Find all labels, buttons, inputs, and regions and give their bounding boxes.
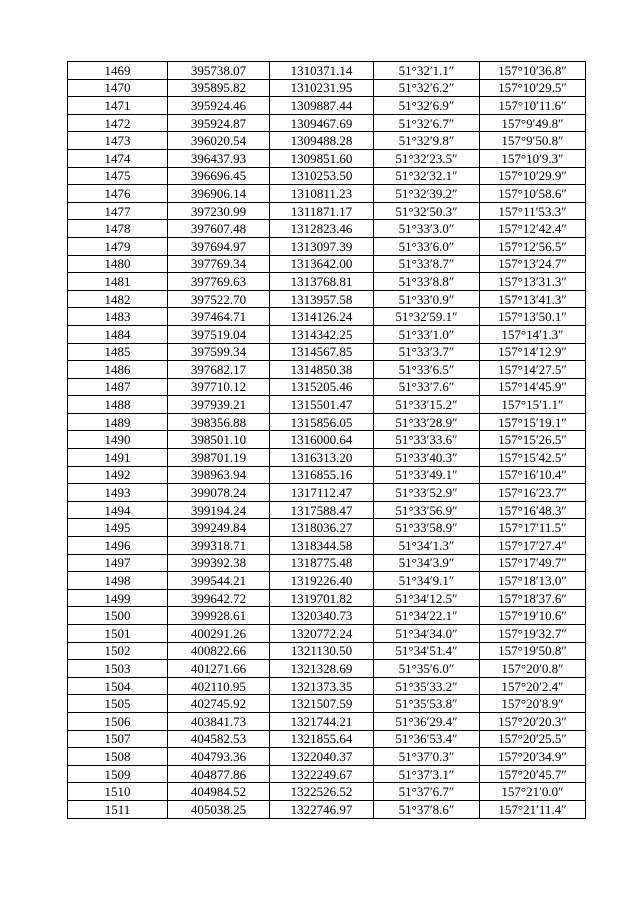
longitude-cell: 157°14′45.9″	[480, 378, 586, 396]
table-row	[68, 255, 586, 273]
longitude-cell: 157°19′32.7″	[480, 625, 586, 643]
y-coordinate-cell: 1322746.97	[270, 800, 374, 818]
latitude-cell: 51°32′59.1″	[374, 308, 480, 326]
longitude-cell: 157°13′31.3″	[480, 273, 586, 291]
longitude-cell: 157°16′10.4″	[480, 466, 586, 484]
x-coordinate-cell: 398701.19	[168, 449, 270, 467]
latitude-cell: 51°32′6.7″	[374, 114, 480, 132]
latitude-cell: 51°34′34.0″	[374, 625, 480, 643]
longitude-cell: 157°10′58.6″	[480, 185, 586, 203]
y-coordinate-cell: 1319226.40	[270, 572, 374, 590]
latitude-cell: 51°34′9.1″	[374, 572, 480, 590]
x-coordinate-cell: 400291.26	[168, 625, 270, 643]
point-number-cell: 1487	[68, 378, 168, 396]
y-coordinate-cell: 1313097.39	[270, 237, 374, 255]
longitude-cell: 157°20′2.4″	[480, 677, 586, 695]
latitude-cell: 51°33′6.0″	[374, 237, 480, 255]
latitude-cell: 51°32′32.1″	[374, 167, 480, 185]
longitude-cell: 157°12′42.4″	[480, 220, 586, 238]
latitude-cell: 51°33′56.9″	[374, 501, 480, 519]
point-number-cell: 1476	[68, 185, 168, 203]
table-row	[68, 748, 586, 766]
y-coordinate-cell: 1315501.47	[270, 396, 374, 414]
table-row	[68, 220, 586, 238]
longitude-cell: 157°20′8.9″	[480, 695, 586, 713]
x-coordinate-cell: 399194.24	[168, 501, 270, 519]
table-row	[68, 308, 586, 326]
x-coordinate-cell: 399928.61	[168, 607, 270, 625]
y-coordinate-cell: 1321507.59	[270, 695, 374, 713]
table-row	[68, 413, 586, 431]
point-number-cell: 1490	[68, 431, 168, 449]
longitude-cell: 157°10′36.8″	[480, 62, 586, 80]
table-row	[68, 62, 586, 80]
y-coordinate-cell: 1317112.47	[270, 484, 374, 502]
table-row	[68, 378, 586, 396]
table-row	[68, 554, 586, 572]
latitude-cell: 51°33′8.7″	[374, 255, 480, 273]
longitude-cell: 157°9′49.8″	[480, 114, 586, 132]
y-coordinate-cell: 1311871.17	[270, 202, 374, 220]
x-coordinate-cell: 395924.87	[168, 114, 270, 132]
table-row	[68, 290, 586, 308]
point-number-cell: 1506	[68, 712, 168, 730]
x-coordinate-cell: 403841.73	[168, 712, 270, 730]
latitude-cell: 51°33′0.9″	[374, 290, 480, 308]
x-coordinate-cell: 397769.34	[168, 255, 270, 273]
x-coordinate-cell: 396437.93	[168, 149, 270, 167]
longitude-cell: 157°15′26.5″	[480, 431, 586, 449]
x-coordinate-cell: 399318.71	[168, 537, 270, 555]
longitude-cell: 157°9′50.8″	[480, 132, 586, 150]
longitude-cell: 157°14′1.3″	[480, 325, 586, 343]
point-number-cell: 1505	[68, 695, 168, 713]
x-coordinate-cell: 395924.46	[168, 97, 270, 115]
latitude-cell: 51°37′6.7″	[374, 783, 480, 801]
longitude-cell: 157°15′42.5″	[480, 449, 586, 467]
longitude-cell: 157°14′12.9″	[480, 343, 586, 361]
y-coordinate-cell: 1309887.44	[270, 97, 374, 115]
point-number-cell: 1473	[68, 132, 168, 150]
y-coordinate-cell: 1309467.69	[270, 114, 374, 132]
y-coordinate-cell: 1310811.23	[270, 185, 374, 203]
longitude-cell: 157°16′23.7″	[480, 484, 586, 502]
latitude-cell: 51°37′8.6″	[374, 800, 480, 818]
table-row	[68, 660, 586, 678]
y-coordinate-cell: 1321744.21	[270, 712, 374, 730]
latitude-cell: 51°33′28.9″	[374, 413, 480, 431]
point-number-cell: 1469	[68, 62, 168, 80]
point-number-cell: 1493	[68, 484, 168, 502]
x-coordinate-cell: 397710.12	[168, 378, 270, 396]
point-number-cell: 1504	[68, 677, 168, 695]
table-row	[68, 449, 586, 467]
longitude-cell: 157°21′11.4″	[480, 800, 586, 818]
coordinates-table	[67, 61, 586, 819]
point-number-cell: 1477	[68, 202, 168, 220]
table-row	[68, 237, 586, 255]
point-number-cell: 1479	[68, 237, 168, 255]
y-coordinate-cell: 1314126.24	[270, 308, 374, 326]
point-number-cell: 1497	[68, 554, 168, 572]
latitude-cell: 51°33′40.3″	[374, 449, 480, 467]
table-row	[68, 396, 586, 414]
point-number-cell: 1495	[68, 519, 168, 537]
table-row	[68, 273, 586, 291]
y-coordinate-cell: 1316000.64	[270, 431, 374, 449]
longitude-cell: 157°10′29.5″	[480, 79, 586, 97]
latitude-cell: 51°36′29.4″	[374, 712, 480, 730]
table-row	[68, 325, 586, 343]
table-row	[68, 97, 586, 115]
table-row	[68, 431, 586, 449]
table-row	[68, 642, 586, 660]
coordinates-table-body	[68, 62, 586, 819]
y-coordinate-cell: 1316313.20	[270, 449, 374, 467]
latitude-cell: 51°32′23.5″	[374, 149, 480, 167]
x-coordinate-cell: 397769.63	[168, 273, 270, 291]
x-coordinate-cell: 397682.17	[168, 361, 270, 379]
point-number-cell: 1508	[68, 748, 168, 766]
y-coordinate-cell: 1320340.73	[270, 607, 374, 625]
latitude-cell: 51°35′53.8″	[374, 695, 480, 713]
point-number-cell: 1475	[68, 167, 168, 185]
point-number-cell: 1494	[68, 501, 168, 519]
y-coordinate-cell: 1322526.52	[270, 783, 374, 801]
point-number-cell: 1489	[68, 413, 168, 431]
latitude-cell: 51°33′3.7″	[374, 343, 480, 361]
y-coordinate-cell: 1314342.25	[270, 325, 374, 343]
latitude-cell: 51°33′15.2″	[374, 396, 480, 414]
longitude-cell: 157°13′50.1″	[480, 308, 586, 326]
longitude-cell: 157°20′20.3″	[480, 712, 586, 730]
x-coordinate-cell: 399642.72	[168, 589, 270, 607]
x-coordinate-cell: 397464.71	[168, 308, 270, 326]
x-coordinate-cell: 399078.24	[168, 484, 270, 502]
latitude-cell: 51°33′3.0″	[374, 220, 480, 238]
latitude-cell: 51°32′50.3″	[374, 202, 480, 220]
table-row	[68, 167, 586, 185]
point-number-cell: 1471	[68, 97, 168, 115]
table-row	[68, 466, 586, 484]
x-coordinate-cell: 398501.10	[168, 431, 270, 449]
y-coordinate-cell: 1310371.14	[270, 62, 374, 80]
x-coordinate-cell: 405038.25	[168, 800, 270, 818]
point-number-cell: 1503	[68, 660, 168, 678]
point-number-cell: 1492	[68, 466, 168, 484]
y-coordinate-cell: 1316855.16	[270, 466, 374, 484]
longitude-cell: 157°10′11.6″	[480, 97, 586, 115]
x-coordinate-cell: 402110.95	[168, 677, 270, 695]
latitude-cell: 51°33′8.8″	[374, 273, 480, 291]
x-coordinate-cell: 396696.45	[168, 167, 270, 185]
y-coordinate-cell: 1318036.27	[270, 519, 374, 537]
x-coordinate-cell: 397607.48	[168, 220, 270, 238]
latitude-cell: 51°35′33.2″	[374, 677, 480, 695]
y-coordinate-cell: 1314567.85	[270, 343, 374, 361]
point-number-cell: 1511	[68, 800, 168, 818]
x-coordinate-cell: 396906.14	[168, 185, 270, 203]
latitude-cell: 51°34′51.4″	[374, 642, 480, 660]
table-row	[68, 361, 586, 379]
y-coordinate-cell: 1317588.47	[270, 501, 374, 519]
table-row	[68, 202, 586, 220]
point-number-cell: 1474	[68, 149, 168, 167]
longitude-cell: 157°15′1.1″	[480, 396, 586, 414]
x-coordinate-cell: 396020.54	[168, 132, 270, 150]
table-row	[68, 132, 586, 150]
y-coordinate-cell: 1313957.58	[270, 290, 374, 308]
latitude-cell: 51°34′1.3″	[374, 537, 480, 555]
x-coordinate-cell: 397599.34	[168, 343, 270, 361]
latitude-cell: 51°34′22.1″	[374, 607, 480, 625]
point-number-cell: 1482	[68, 290, 168, 308]
x-coordinate-cell: 404877.86	[168, 765, 270, 783]
y-coordinate-cell: 1315205.46	[270, 378, 374, 396]
x-coordinate-cell: 395895.82	[168, 79, 270, 97]
y-coordinate-cell: 1318775.48	[270, 554, 374, 572]
point-number-cell: 1481	[68, 273, 168, 291]
longitude-cell: 157°18′13.0″	[480, 572, 586, 590]
longitude-cell: 157°10′29.9″	[480, 167, 586, 185]
y-coordinate-cell: 1322040.37	[270, 748, 374, 766]
longitude-cell: 157°17′11.5″	[480, 519, 586, 537]
longitude-cell: 157°21′0.0″	[480, 783, 586, 801]
y-coordinate-cell: 1314850.38	[270, 361, 374, 379]
x-coordinate-cell: 397522.70	[168, 290, 270, 308]
latitude-cell: 51°37′0.3″	[374, 748, 480, 766]
longitude-cell: 157°10′9.3″	[480, 149, 586, 167]
longitude-cell: 157°11′53.3″	[480, 202, 586, 220]
y-coordinate-cell: 1321855.64	[270, 730, 374, 748]
latitude-cell: 51°33′6.5″	[374, 361, 480, 379]
table-row	[68, 79, 586, 97]
table-row	[68, 519, 586, 537]
y-coordinate-cell: 1321328.69	[270, 660, 374, 678]
latitude-cell: 51°32′39.2″	[374, 185, 480, 203]
y-coordinate-cell: 1309488.28	[270, 132, 374, 150]
table-row	[68, 149, 586, 167]
y-coordinate-cell: 1309851.60	[270, 149, 374, 167]
latitude-cell: 51°34′12.5″	[374, 589, 480, 607]
longitude-cell: 157°16′48.3″	[480, 501, 586, 519]
latitude-cell: 51°34′3.9″	[374, 554, 480, 572]
x-coordinate-cell: 404793.36	[168, 748, 270, 766]
latitude-cell: 51°33′33.6″	[374, 431, 480, 449]
point-number-cell: 1502	[68, 642, 168, 660]
point-number-cell: 1486	[68, 361, 168, 379]
point-number-cell: 1480	[68, 255, 168, 273]
latitude-cell: 51°32′6.9″	[374, 97, 480, 115]
longitude-cell: 157°15′19.1″	[480, 413, 586, 431]
latitude-cell: 51°33′1.0″	[374, 325, 480, 343]
longitude-cell: 157°19′50.8″	[480, 642, 586, 660]
y-coordinate-cell: 1320772.24	[270, 625, 374, 643]
longitude-cell: 157°20′25.5″	[480, 730, 586, 748]
point-number-cell: 1510	[68, 783, 168, 801]
y-coordinate-cell: 1321373.35	[270, 677, 374, 695]
x-coordinate-cell: 402745.92	[168, 695, 270, 713]
table-row	[68, 783, 586, 801]
x-coordinate-cell: 397230.99	[168, 202, 270, 220]
latitude-cell: 51°32′6.2″	[374, 79, 480, 97]
x-coordinate-cell: 401271.66	[168, 660, 270, 678]
y-coordinate-cell: 1318344.58	[270, 537, 374, 555]
table-row	[68, 765, 586, 783]
latitude-cell: 51°32′9.8″	[374, 132, 480, 150]
y-coordinate-cell: 1313768.81	[270, 273, 374, 291]
longitude-cell: 157°13′41.3″	[480, 290, 586, 308]
longitude-cell: 157°12′56.5″	[480, 237, 586, 255]
point-number-cell: 1496	[68, 537, 168, 555]
point-number-cell: 1485	[68, 343, 168, 361]
point-number-cell: 1507	[68, 730, 168, 748]
table-row	[68, 677, 586, 695]
point-number-cell: 1500	[68, 607, 168, 625]
latitude-cell: 51°37′3.1″	[374, 765, 480, 783]
table-row	[68, 537, 586, 555]
x-coordinate-cell: 400822.66	[168, 642, 270, 660]
y-coordinate-cell: 1315856.05	[270, 413, 374, 431]
point-number-cell: 1488	[68, 396, 168, 414]
table-row	[68, 607, 586, 625]
latitude-cell: 51°33′7.6″	[374, 378, 480, 396]
table-row	[68, 484, 586, 502]
y-coordinate-cell: 1312823.46	[270, 220, 374, 238]
x-coordinate-cell: 398963.94	[168, 466, 270, 484]
table-row	[68, 343, 586, 361]
table-row	[68, 800, 586, 818]
point-number-cell: 1483	[68, 308, 168, 326]
x-coordinate-cell: 404582.53	[168, 730, 270, 748]
table-row	[68, 114, 586, 132]
point-number-cell: 1501	[68, 625, 168, 643]
x-coordinate-cell: 395738.07	[168, 62, 270, 80]
y-coordinate-cell: 1321130.50	[270, 642, 374, 660]
point-number-cell: 1470	[68, 79, 168, 97]
x-coordinate-cell: 397519.04	[168, 325, 270, 343]
y-coordinate-cell: 1322249.67	[270, 765, 374, 783]
longitude-cell: 157°17′49.7″	[480, 554, 586, 572]
latitude-cell: 51°32′1.1″	[374, 62, 480, 80]
point-number-cell: 1484	[68, 325, 168, 343]
longitude-cell: 157°20′45.7″	[480, 765, 586, 783]
longitude-cell: 157°13′24.7″	[480, 255, 586, 273]
latitude-cell: 51°33′58.9″	[374, 519, 480, 537]
x-coordinate-cell: 398356.88	[168, 413, 270, 431]
latitude-cell: 51°33′49.1″	[374, 466, 480, 484]
point-number-cell: 1499	[68, 589, 168, 607]
table-row	[68, 589, 586, 607]
table-row	[68, 572, 586, 590]
longitude-cell: 157°17′27.4″	[480, 537, 586, 555]
x-coordinate-cell: 399544.21	[168, 572, 270, 590]
point-number-cell: 1491	[68, 449, 168, 467]
point-number-cell: 1472	[68, 114, 168, 132]
x-coordinate-cell: 397694.97	[168, 237, 270, 255]
x-coordinate-cell: 399249.84	[168, 519, 270, 537]
longitude-cell: 157°14′27.5″	[480, 361, 586, 379]
point-number-cell: 1478	[68, 220, 168, 238]
x-coordinate-cell: 399392.38	[168, 554, 270, 572]
latitude-cell: 51°35′6.0″	[374, 660, 480, 678]
table-row	[68, 695, 586, 713]
latitude-cell: 51°36′53.4″	[374, 730, 480, 748]
table-row	[68, 501, 586, 519]
point-number-cell: 1509	[68, 765, 168, 783]
x-coordinate-cell: 397939.21	[168, 396, 270, 414]
y-coordinate-cell: 1313642.00	[270, 255, 374, 273]
x-coordinate-cell: 404984.52	[168, 783, 270, 801]
point-number-cell: 1498	[68, 572, 168, 590]
table-row	[68, 185, 586, 203]
longitude-cell: 157°19′10.6″	[480, 607, 586, 625]
longitude-cell: 157°18′37.6″	[480, 589, 586, 607]
y-coordinate-cell: 1310253.50	[270, 167, 374, 185]
table-row	[68, 712, 586, 730]
longitude-cell: 157°20′0.8″	[480, 660, 586, 678]
y-coordinate-cell: 1310231.95	[270, 79, 374, 97]
y-coordinate-cell: 1319701.82	[270, 589, 374, 607]
table-row	[68, 730, 586, 748]
longitude-cell: 157°20′34.9″	[480, 748, 586, 766]
table-row	[68, 625, 586, 643]
latitude-cell: 51°33′52.9″	[374, 484, 480, 502]
